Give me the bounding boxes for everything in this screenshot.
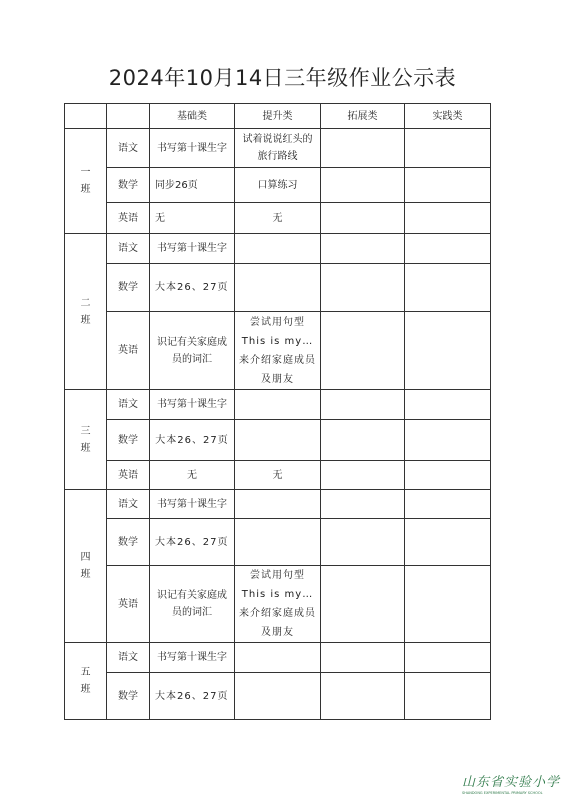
subject-cell: 英语 [107,312,150,390]
class-name-top: 五 [80,667,91,678]
subject-cell: 数学 [107,673,150,720]
logo-name-cn: 山东省实验小学 [462,775,561,790]
practice-cell [405,566,491,643]
basic-cell: 书写第十课生字 [150,490,235,519]
table-row [65,234,491,264]
expand-cell [321,643,405,673]
class-name-cell [65,643,107,720]
expand-cell [321,312,405,390]
basic-cell: 书写第十课生字 [150,390,235,420]
subject-cell: 英语 [107,203,150,234]
expand-cell [321,234,405,264]
table-row [65,673,491,720]
class-name-bottom: 班 [80,569,91,580]
subject-cell: 数学 [107,519,150,566]
basic-cell: 大本26、27页 [150,420,235,461]
basic-cell: 大本26、27页 [150,519,235,566]
expand-cell [321,264,405,312]
table-row [65,461,491,490]
class-name-top: 四 [80,552,91,563]
expand-cell [321,673,405,720]
class-name-bottom: 班 [80,442,91,454]
improve-cell [235,673,321,720]
basic-cell: 书写第十课生字 [150,643,235,673]
class-name-bottom: 班 [80,684,91,695]
class-name-bottom: 班 [80,184,91,195]
expand-cell [321,168,405,203]
practice-cell [405,490,491,519]
practice-cell [405,264,491,312]
practice-cell [405,203,491,234]
header-empty-cell [107,104,150,129]
class-name-bottom: 班 [80,314,91,326]
practice-cell [405,420,491,461]
improve-cell [235,519,321,566]
class-name-top: 一 [80,167,91,178]
improve-cell [235,234,321,264]
table-row [65,203,491,234]
header-basic: 基础类 [150,104,235,129]
subject-cell: 语文 [107,129,150,168]
improve-cell [235,390,321,420]
subject-cell: 数学 [107,420,150,461]
expand-cell [321,390,405,420]
table-row [65,490,491,519]
improve-cell: 口算练习 [235,168,321,203]
table-row [65,312,491,390]
basic-cell: 无 [150,461,235,490]
basic-cell: 书写第十课生字 [150,129,235,168]
improve-cell: 尝试用句型This is my…来介绍家庭成员及朋友 [235,566,321,643]
improve-cell: 无 [235,203,321,234]
table-row [65,129,491,168]
subject-cell: 语文 [107,390,150,420]
table-row [65,566,491,643]
improve-cell: 试着说说红头的旅行路线 [235,129,321,168]
subject-cell: 英语 [107,461,150,490]
improve-cell [235,264,321,312]
improve-cell: 无 [235,461,321,490]
school-logo [462,771,562,795]
class-name-cell [65,490,107,643]
table-row [65,519,491,566]
subject-cell: 语文 [107,234,150,264]
practice-cell [405,129,491,168]
practice-cell [405,643,491,673]
expand-cell [321,129,405,168]
table-row [65,390,491,420]
expand-cell [321,461,405,490]
subject-cell: 语文 [107,643,150,673]
expand-cell [321,420,405,461]
practice-cell [405,519,491,566]
expand-cell [321,519,405,566]
practice-cell [405,461,491,490]
practice-cell [405,234,491,264]
subject-cell: 语文 [107,490,150,519]
class-name-top: 二 [80,297,91,309]
header-improve: 提升类 [235,104,321,129]
expand-cell [321,203,405,234]
table-row [65,264,491,312]
practice-cell [405,168,491,203]
expand-cell [321,566,405,643]
class-name-top: 三 [80,425,91,437]
class-name-cell [65,129,107,234]
basic-cell: 识记有关家庭成员的词汇 [150,312,235,390]
subject-cell: 数学 [107,264,150,312]
basic-cell: 识记有关家庭成员的词汇 [150,566,235,643]
improve-cell [235,420,321,461]
header-empty-cell [65,104,107,129]
basic-cell: 无 [150,203,235,234]
subject-cell: 数学 [107,168,150,203]
improve-cell: 尝试用句型This is my…来介绍家庭成员及朋友 [235,312,321,390]
basic-cell: 大本26、27页 [150,673,235,720]
basic-cell: 同步26页 [150,168,235,203]
improve-cell [235,490,321,519]
header-expand: 拓展类 [321,104,405,129]
practice-cell [405,673,491,720]
header-row [65,104,491,129]
table-row [65,420,491,461]
practice-cell [405,390,491,420]
basic-cell: 书写第十课生字 [150,234,235,264]
expand-cell [321,490,405,519]
class-name-cell [65,390,107,490]
logo-name-en: SHANDONG EXPERIMENTAL PRIMARY SCHOOL [462,791,543,795]
basic-cell: 大本26、27页 [150,264,235,312]
table-row [65,643,491,673]
subject-cell: 英语 [107,566,150,643]
practice-cell [405,312,491,390]
class-name-cell [65,234,107,390]
header-practice: 实践类 [405,104,491,129]
page-title: 2024年10月14日三年级作业公示表 [108,66,457,90]
improve-cell [235,643,321,673]
table-row [65,168,491,203]
homework-table [64,103,491,720]
